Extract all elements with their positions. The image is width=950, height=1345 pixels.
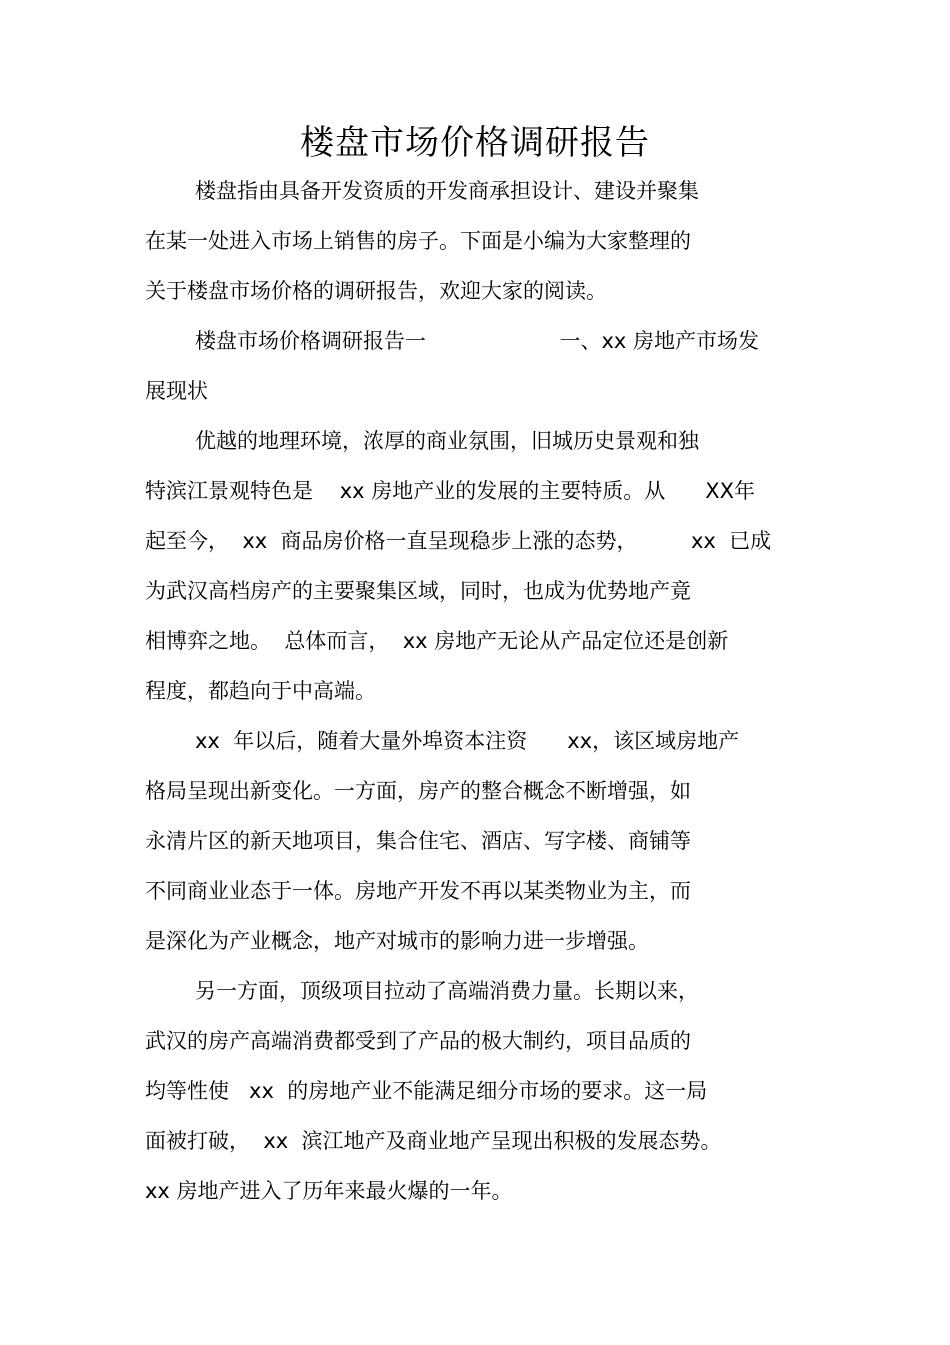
text-line: 不同商业业态于一体。房地产开发不再以某类物业为主，而 [145, 879, 691, 903]
text-line: xx 年以后，随着大量外埠资本注资 xx，该区域房地产 [195, 729, 740, 753]
text-line: 楼盘指由具备开发资质的开发商承担设计、建设并聚集 [195, 179, 699, 203]
text-line: 在某一处进入市场上销售的房子。下面是小编为大家整理的 [145, 229, 691, 253]
page-title: 楼盘市场价格调研报告 [300, 123, 650, 163]
text-line: 起至今， xx 商品房价格一直呈现稳步上涨的态势， xx 已成 [145, 529, 772, 553]
text-line: 是深化为产业概念，地产对城市的影响力进一步增强。 [145, 929, 649, 953]
text-line: 永清片区的新天地项目，集合住宅、酒店、写字楼、商铺等 [145, 829, 691, 853]
text-line: 武汉的房产高端消费都受到了产品的极大制约，项目品质的 [145, 1029, 691, 1053]
text-line: 程度，都趋向于中高端。 [145, 679, 376, 703]
text-line: 均等性使 xx 的房地产业不能满足细分市场的要求。这一局 [145, 1079, 708, 1103]
text-line: 展现状 [145, 379, 208, 403]
text-line: 相博弈之地。 总体而言， xx 房地产无论从产品定位还是创新 [145, 629, 729, 653]
text-line: xx 房地产进入了历年来最火爆的一年。 [145, 1179, 513, 1203]
text-line: 面被打破， xx 滨江地产及商业地产呈现出积极的发展态势。 [145, 1129, 722, 1153]
text-line: 楼盘市场价格调研报告一 一、xx 房地产市场发 [195, 329, 760, 353]
text-line: 特滨江景观特色是 xx 房地产业的发展的主要特质。从 XX年 [145, 479, 756, 503]
text-line: 关于楼盘市场价格的调研报告，欢迎大家的阅读。 [145, 279, 607, 303]
text-line: 格局呈现出新变化。一方面，房产的整合概念不断增强，如 [145, 779, 691, 803]
text-line: 另一方面，顶级项目拉动了高端消费力量。长期以来， [195, 979, 699, 1003]
text-line: 为武汉高档房产的主要聚集区域，同时，也成为优势地产竟 [145, 579, 691, 603]
text-line: 优越的地理环境，浓厚的商业氛围，旧城历史景观和独 [195, 429, 699, 453]
